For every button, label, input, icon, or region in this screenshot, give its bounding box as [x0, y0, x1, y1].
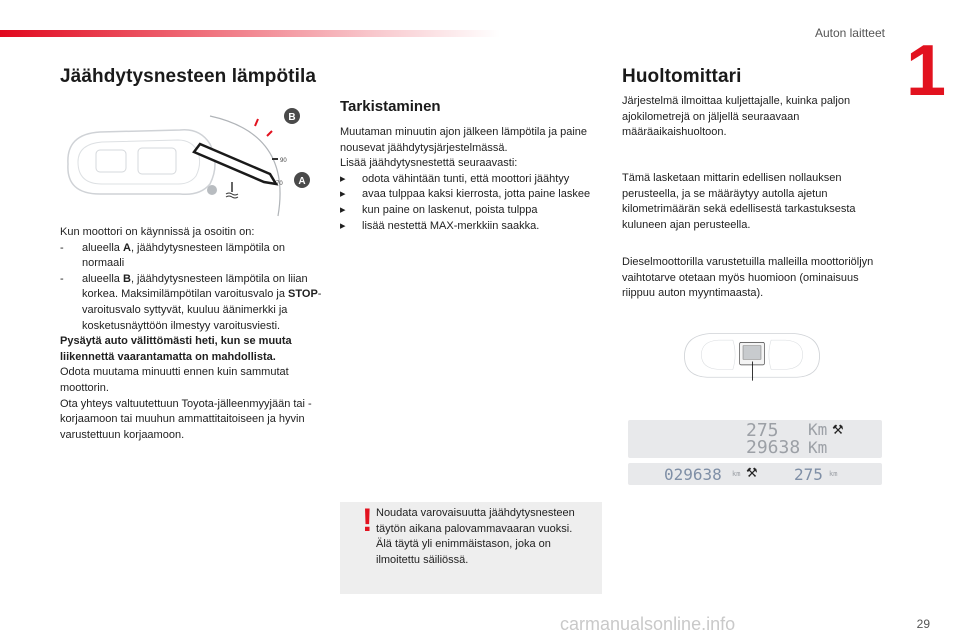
lcd-unit-4: km	[829, 470, 838, 478]
service-para-3: Dieselmoottorilla varustetuilla malleilla moottoriöljyn vaihtotarve otetaan myös huomioon (ominaisuus riippuu auton myyntimaasta).	[622, 256, 874, 300]
page-number: 29	[916, 617, 930, 631]
list-item: - alueella B, jäähdytysnesteen lämpötila on liian korkea. Maksimilämpötilan varoitusvalo ja STOP-varoitusvalo syttyvät, kuuluu äänimerkki ja kosketusnäyttöön ilmestyy varoitusviesti.	[60, 272, 322, 332]
marker-a-label: A	[298, 176, 306, 187]
wait-text: Odota muutama minuutti ennen kuin sammutat moottorin.	[60, 366, 289, 394]
wrench-icon: ⚒	[746, 465, 758, 480]
gauge-label-70: 70	[276, 181, 283, 187]
coolant-intro: Kun moottori on käynnissä ja osoitin on:	[60, 226, 255, 238]
checking-intro: Muutaman minuutin ajon jälkeen lämpötila ja paine nousevat jäähdytysjärjestelmässä.	[340, 126, 588, 154]
checking-description	[340, 125, 602, 234]
list-item: - alueella A, jäähdytysnesteen lämpötila on normaali	[60, 241, 286, 270]
cluster-right-dial	[769, 340, 803, 369]
thermometer-icon	[226, 182, 238, 198]
coolant-temperature-title: Jäähdytysnesteen lämpötila	[60, 66, 317, 87]
cluster-screen-left	[96, 150, 126, 172]
list-item: ▸ odota vähintään tunti, että moottori jäähtyy	[340, 172, 602, 188]
service-display-digital	[628, 420, 882, 458]
lcd-odometer: 29638	[746, 437, 801, 458]
cluster-left-dial	[701, 340, 735, 369]
coolant-indicator-dot	[207, 185, 217, 195]
bullet-icon: ▸	[340, 172, 346, 185]
bullet-icon: ▸	[340, 219, 346, 232]
warning-box	[340, 502, 602, 594]
gauge-needle	[194, 144, 276, 184]
list-item: ▸ avaa tulppaa kaksi kierrosta, jotta paine laskee	[340, 187, 602, 203]
instrument-cluster-figure	[622, 330, 882, 420]
service-para-1: Järjestelmä ilmoittaa kuljettajalle, kuinka paljon ajokilometrejä on jäljellä seuraavaan määräaikaishuoltoon.	[622, 95, 851, 139]
service-para-2: Tämä lasketaan mittarin edellisen nollauksen perusteella, ja se määräytyy autolla ajetun kilometrimäärän sekä edellisestä tarkastuksesta kuluneen ajan perusteella.	[622, 172, 856, 231]
lcd-odometer-2: 029638	[664, 465, 722, 484]
lcd-service-km: 275	[746, 420, 779, 441]
service-display-matrix	[628, 463, 882, 485]
bullet-icon: ▸	[340, 188, 346, 201]
bullet-icon: ▸	[340, 203, 346, 216]
cluster-outline	[68, 130, 215, 195]
stop-notice: Pysäytä auto välittömästi heti, kun se muuta liikennettä vaarantamatta on mahdollista.	[60, 335, 292, 363]
lcd-unit-2: Km	[808, 438, 828, 457]
coolant-gauge-figure	[60, 104, 312, 222]
watermark: carmanualsonline.info	[560, 614, 736, 634]
section-title: Auton laitteet	[814, 26, 885, 40]
lcd-unit-3: km	[732, 470, 741, 478]
contact-text: Ota yhteys valtuutettuun Toyota-jälleenmyyjään tai -korjaamoon tai muuhun ammattitaitoiseen ja hyvin varustettuun korjaamoon.	[60, 397, 312, 441]
warning-icon: !	[362, 502, 373, 538]
checking-add-text: Lisää jäähdytysnestettä seuraavasti:	[340, 157, 518, 170]
warning-text: Noudata varovaisuutta jäähdytysnesteen täytön aikana palovammavaaran vuoksi. Älä täytä yli enimmäistason, joka on ilmoitettu säiliössä.	[376, 507, 575, 566]
marker-b-label: B	[288, 112, 296, 123]
chapter-number: 1	[906, 31, 947, 111]
gauge-tick-red-1	[255, 119, 258, 126]
wrench-icon: ⚒	[832, 422, 844, 437]
cluster-screen-center	[138, 148, 176, 174]
checking-title: Tarkistaminen	[340, 98, 441, 115]
lcd-unit-1: Km	[808, 420, 828, 439]
list-item: ▸ kun paine on laskenut, poista tulppa	[340, 203, 602, 219]
gauge-label-90: 90	[280, 158, 287, 164]
list-item: ▸ lisää nestettä MAX-merkkiin saakka.	[340, 219, 602, 235]
lcd-service-km-2: 275	[794, 465, 823, 484]
header-accent-band	[0, 30, 500, 37]
coolant-description	[60, 225, 322, 443]
gauge-tick-red-2	[267, 131, 272, 136]
service-indicator-title: Huoltomittari	[622, 66, 742, 87]
cluster-display-screen	[743, 346, 761, 360]
